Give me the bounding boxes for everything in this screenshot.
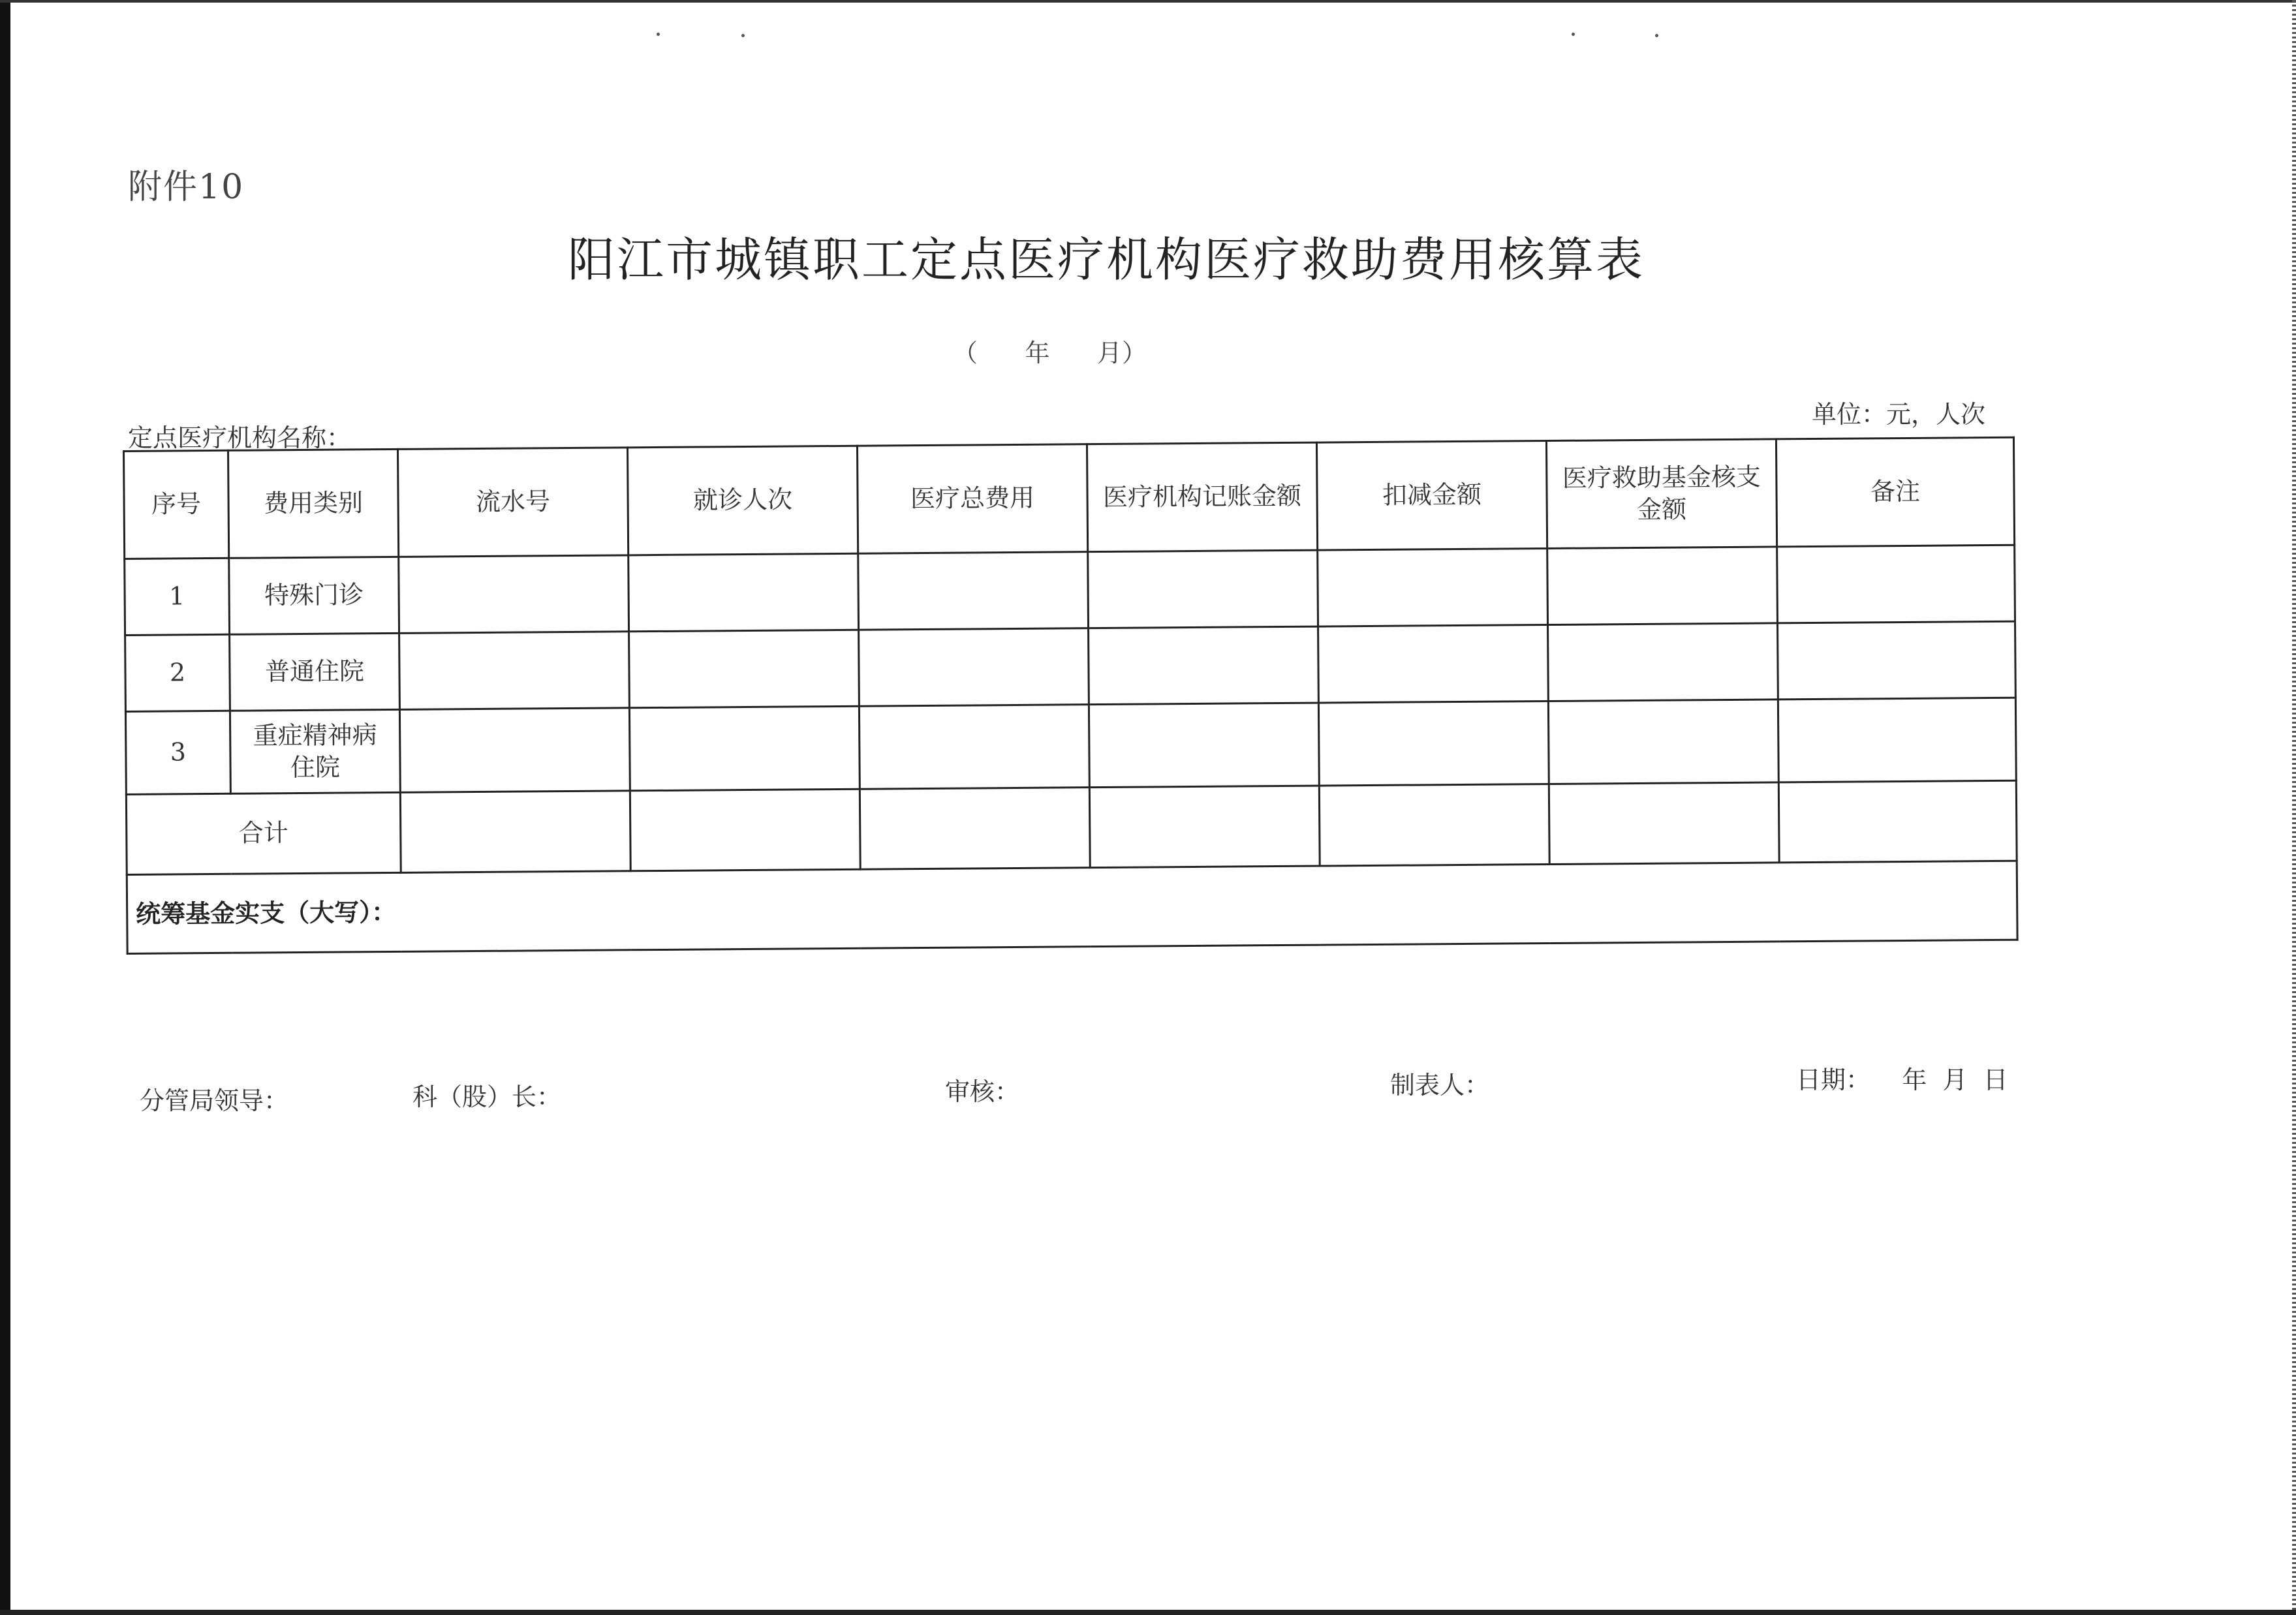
- empty-cell: [629, 630, 860, 708]
- empty-cell: [1778, 621, 2016, 700]
- leader-signature-label: 分管局领导：: [140, 1086, 289, 1115]
- review-signature-label: 审核：: [945, 1077, 1020, 1106]
- table-row: [125, 698, 2016, 794]
- annex-label: 附件10: [128, 168, 245, 207]
- scan-speck: [1655, 34, 1658, 37]
- header-cell-deduction: 扣减金额: [1316, 441, 1547, 551]
- empty-cell: [1089, 626, 1319, 705]
- page-title: 阳江市城镇职工定点医疗机构医疗救助费用核算表: [568, 232, 1645, 287]
- empty-cell: [1549, 782, 1779, 865]
- header-cell-visits: 就诊人次: [627, 446, 858, 555]
- date-label: 日期： 年 月 日: [1796, 1066, 2008, 1094]
- empty-cell: [1318, 701, 1549, 786]
- header-cell-no: 序号: [124, 450, 229, 559]
- empty-cell: [858, 552, 1089, 630]
- row-no: 2: [125, 634, 230, 711]
- empty-cell: [859, 705, 1089, 790]
- empty-cell: [628, 553, 859, 632]
- fund-row: [127, 861, 2017, 953]
- table-row: [125, 545, 2015, 635]
- section-chief-signature-label: 科（股）长：: [412, 1083, 562, 1111]
- header-cell-total-cost: 医疗总费用: [857, 444, 1087, 554]
- empty-cell: [1319, 784, 1549, 866]
- row-category: 重症精神病住院: [230, 709, 400, 793]
- scan-edge-bottom: [0, 1610, 2296, 1615]
- empty-cell: [859, 628, 1089, 707]
- row-category: 特殊门诊: [229, 557, 399, 634]
- empty-cell: [860, 788, 1090, 870]
- total-row: [126, 780, 2017, 874]
- empty-cell: [1547, 547, 1778, 625]
- row-no: 1: [125, 558, 230, 635]
- period-line: （ 年 月）: [953, 339, 1147, 367]
- unit-label: 单位：元，人次: [1812, 400, 1986, 429]
- empty-cell: [399, 708, 630, 793]
- scan-edge-right: [2292, 0, 2296, 1615]
- empty-cell: [1778, 698, 2016, 782]
- header-cell-fund-amount: 医疗救助基金核支金额: [1546, 439, 1776, 549]
- empty-cell: [1318, 625, 1549, 703]
- table-row: [125, 621, 2016, 711]
- header-cell-billed-amount: 医疗机构记账金额: [1087, 442, 1317, 552]
- empty-cell: [399, 555, 629, 634]
- preparer-signature-label: 制表人：: [1390, 1071, 1490, 1100]
- empty-cell: [1548, 623, 1778, 701]
- empty-cell: [1088, 550, 1318, 628]
- empty-cell: [1548, 700, 1778, 784]
- org-name-label: 定点医疗机构名称：: [128, 423, 352, 452]
- total-label: 合计: [126, 792, 401, 874]
- scan-speck: [657, 33, 660, 36]
- empty-cell: [629, 706, 860, 791]
- empty-cell: [1089, 786, 1320, 868]
- row-no: 3: [125, 711, 230, 794]
- scan-speck: [1572, 33, 1575, 36]
- header-cell-remarks: 备注: [1776, 437, 2014, 547]
- fund-label: 统筹基金实支（大写）：: [127, 861, 2017, 953]
- header-cell-category: 费用类别: [228, 449, 399, 558]
- empty-cell: [399, 632, 630, 710]
- empty-cell: [1778, 780, 2017, 863]
- empty-cell: [1089, 703, 1319, 788]
- accounting-table: [123, 437, 2019, 955]
- header-cell-serial: 流水号: [397, 448, 628, 557]
- scan-speck: [741, 34, 745, 37]
- header-row: [124, 437, 2015, 559]
- scan-edge-top: [0, 0, 2296, 3]
- scan-edge-left: [0, 0, 10, 1615]
- row-category: 普通住院: [230, 633, 400, 711]
- empty-cell: [1318, 549, 1548, 627]
- empty-cell: [400, 791, 630, 873]
- empty-cell: [630, 789, 860, 871]
- accounting-table-wrap: [123, 437, 2017, 955]
- empty-cell: [1777, 545, 2015, 623]
